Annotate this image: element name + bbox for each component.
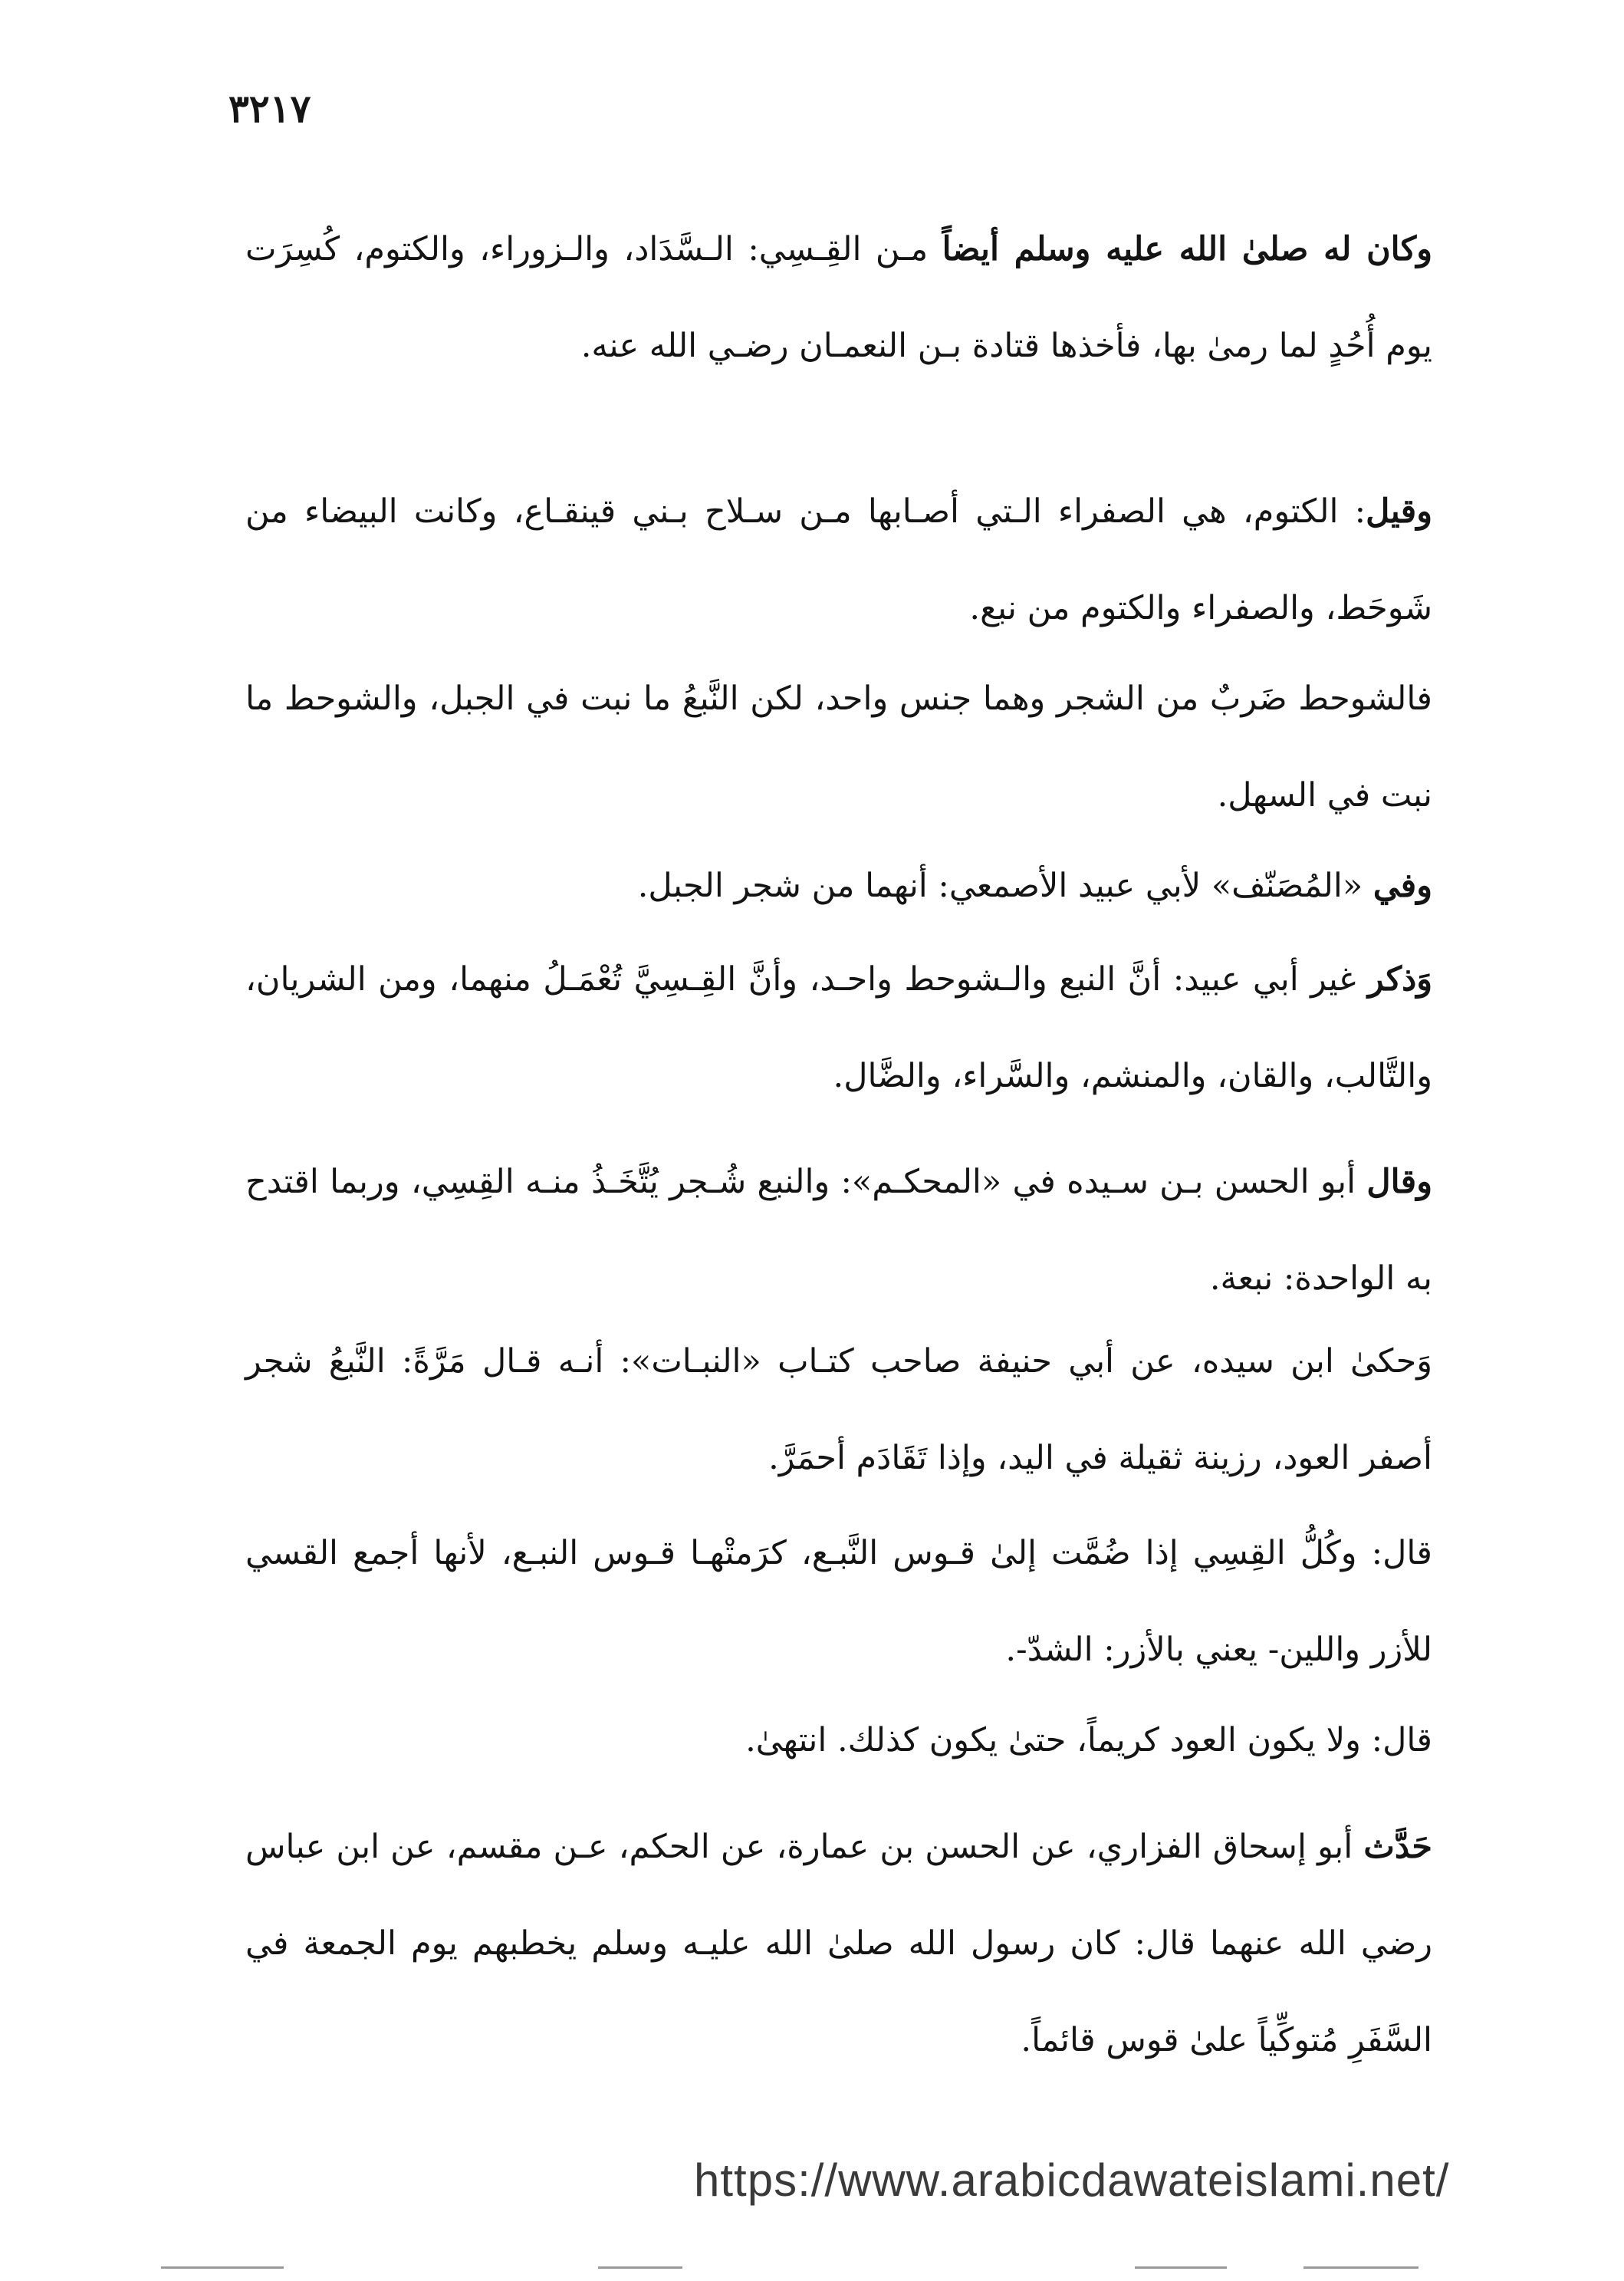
- paragraph-text: قال: ولا يكون العود كريماً، حتىٰ يكون كذلك. انتهىٰ.: [745, 1721, 1432, 1759]
- paragraph: [245, 838, 1432, 934]
- paragraph-text: قال: وكُلُّ القِسِي إذا ضُمَّت إلىٰ قـوس النَّبـع، كرَمتْهـا قـوس النبـع، لأنها أجمع القسي للأزر واللين- يعني بالأزر: الشدّ-.: [245, 1534, 1432, 1669]
- paragraph-lead: وكان له صلىٰ الله عليه وسلم أيضاً: [942, 230, 1432, 268]
- paragraph-lead: وقيل: [1366, 492, 1432, 531]
- bottom-rule: [1135, 2266, 1227, 2269]
- body-text: [245, 650, 1432, 844]
- body-text: [245, 1799, 1432, 2088]
- paragraph-text: : الكتوم، هي الصفراء الـتي أصـابها مـن سـلاح بـني قينقـاع، وكانت البيضاء من شَوحَط، والصفراء والكتوم من نبع.: [245, 492, 1432, 627]
- body-text: [245, 838, 1432, 934]
- paragraph-lead: حَدَّث: [1363, 1828, 1432, 1866]
- bottom-rule: [1303, 2266, 1419, 2269]
- body-text: [245, 463, 1432, 657]
- body-text: [245, 1134, 1432, 1327]
- paragraph-lead: وفي: [1373, 867, 1432, 905]
- paragraph: [245, 1505, 1432, 1698]
- bottom-rule: [598, 2266, 682, 2269]
- paragraph-text: غير أبي عبيد: أنَّ النبع والـشوحط واحـد، وأنَّ القِـسِيَّ تُعْمَـلُ منهما، ومن الشريان، والتَّالب، والقان، والمنشم، والسَّراء، والضَّال.: [245, 960, 1432, 1095]
- page-number: ٣٢١٧: [228, 86, 311, 131]
- paragraph-text: «المُصَنّف» لأبي عبيد الأصمعي: أنهما من شجر الجبل.: [637, 867, 1373, 905]
- footer-url: https://www.arabicdawateislami.net/: [694, 2154, 1450, 2206]
- paragraph-text: أبو الحسن بـن سـيده في «المحكـم»: والنبع شُـجر يُتَّخَـذُ منـه القِسِي، وربما اقتدح به الواحدة: نبعة.: [245, 1163, 1432, 1298]
- paragraph-text: فالشوحط ضَربٌ من الشجر وهما جنس واحد، لكن النَّبعُ ما نبت في الجبل، والشوحط ما نبت في السهل.: [245, 680, 1432, 815]
- paragraph-lead: وَذكر: [1367, 960, 1432, 999]
- bottom-rule: [161, 2266, 284, 2269]
- body-text: [245, 201, 1432, 394]
- paragraph-text: وَحكىٰ ابن سيده، عن أبي حنيفة صاحب كتـاب «النبـات»: أنـه قـال مَرَّةً: النَّبعُ شجر أصفر العود، رزينة ثقيلة في اليد، وإذا تَقَادَم أحمَرَّ.: [245, 1342, 1432, 1477]
- paragraph-text: أبو إسحاق الفزاري، عن الحسن بن عمارة، عن الحكم، عـن مقسم، عن ابن عباس رضي الله عنهما قال: كان رسول الله صلىٰ الله عليـه وسلم يخطبهم يوم الجمعة في السَّفَرِ مُتوكِّياً علىٰ قوس قائماً.: [245, 1828, 1432, 2059]
- paragraph: [245, 1692, 1432, 1789]
- body-text: [245, 1505, 1432, 1698]
- paragraph: [245, 463, 1432, 657]
- paragraph: [245, 201, 1432, 394]
- paragraph: [245, 1313, 1432, 1506]
- paragraph-lead: وقال: [1366, 1163, 1432, 1201]
- body-text: [245, 1313, 1432, 1506]
- body-text: [245, 1692, 1432, 1789]
- body-text: [245, 931, 1432, 1124]
- paragraph: [245, 1134, 1432, 1327]
- paragraph: [245, 650, 1432, 844]
- paragraph-text: مـن القِـسِي: الـسَّدَاد، والـزوراء، والكتوم، كُسِرَت يوم أُحُدٍ لما رمىٰ بها، فأخذها قتادة بـن النعمـان رضـي الله عنه.: [245, 230, 1432, 365]
- paragraph: [245, 931, 1432, 1124]
- paragraph: [245, 1799, 1432, 2088]
